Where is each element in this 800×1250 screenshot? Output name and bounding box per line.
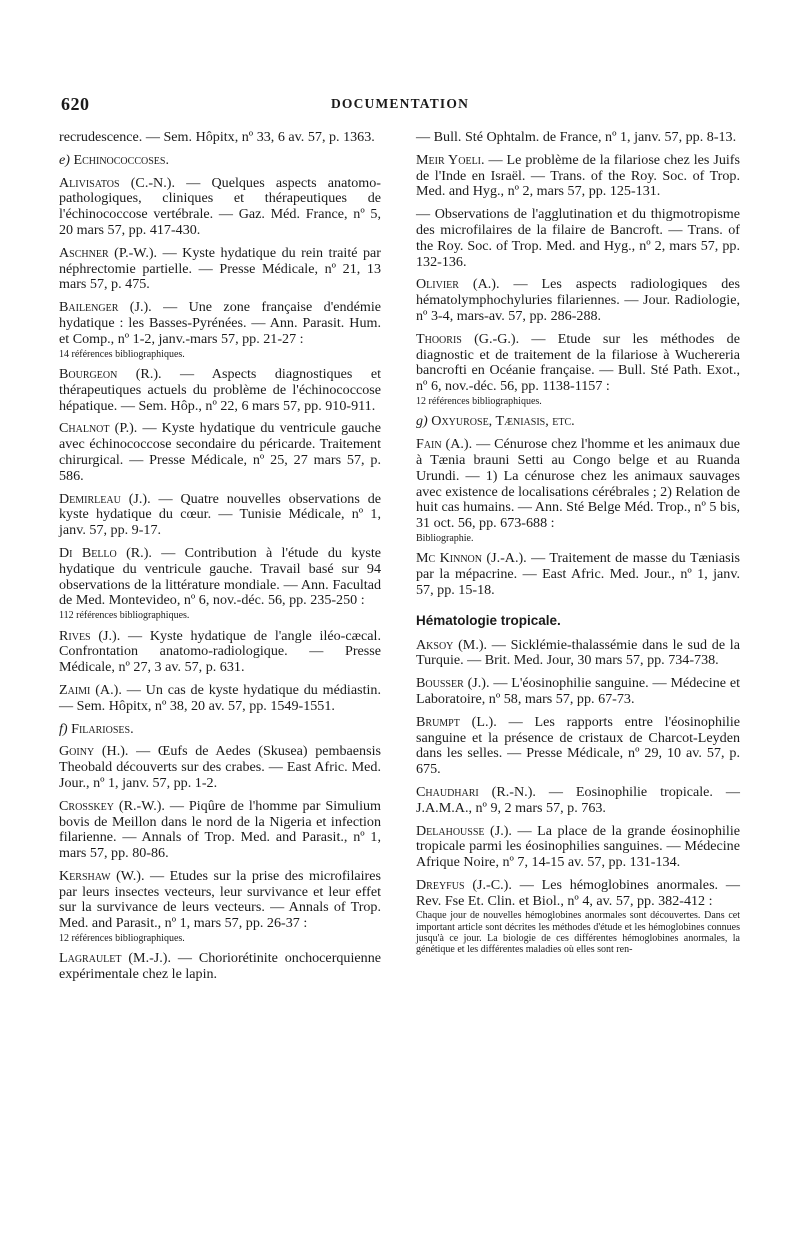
entry-text: — Contribution à l'étude du kyste hydatique du ventricule gauche. Travail basé sur 94 observations de la littérature mondiale. — Ann. Facultad de Med. Montevideo, nº 6, nov.-déc. 56, pp. 235-250 :: [59, 544, 381, 609]
entry-author: Bourgeon (R.).: [59, 365, 162, 382]
entry-author: Chaudhari (R.-N.).: [416, 783, 536, 800]
entry-text: — Le problème de la filariose chez les Juifs de l'Inde en Israël. — Trans. of the Roy. Soc. of Trop. Med. and Hyg., nº 2, mars 57, pp. 125-131.: [416, 151, 740, 200]
entry-author: Alivisatos (C.-N.).: [59, 174, 175, 191]
entry-text: — Observations de l'agglutination et du thigmotropisme des microfilaires de la filaire de Bancroft. — Trans. of the Roy. Soc. of Trop. Med. and Hyg., nº 2, mars 57, pp. 132-136.: [416, 206, 740, 270]
entry-text: — Quelques aspects anatomo-pathologiques, cliniques et thérapeutiques de l'échinococcose vertébrale. — Gaz. Méd. France, nº 5, 20 mars 57, pp. 417-430.: [59, 174, 382, 238]
bibliography-entry: [59, 546, 381, 622]
section-heading: [416, 414, 740, 430]
bibliography-entry: [416, 715, 740, 778]
entry-text: recrudescence. — Sem. Hôpitx, nº 33, 6 av. 57, p. 1363.: [59, 129, 375, 145]
entry-text: — Traitement de masse du Tæniasis par la mépacrine. — East Afric. Med. Jour., nº 1, janv. 57, pp. 15-18.: [416, 550, 740, 598]
bibliography-entry: [416, 130, 740, 146]
bibliography-entry: [59, 246, 381, 293]
entry-text: — Kyste hydatique du ventricule gauche avec échinococcose secondaire du péricarde. Traitement chirurgical. — Presse Médicale, nº 25, 27 mars 57, p. 586.: [59, 420, 381, 484]
bibliography-entry: [59, 130, 381, 146]
entry-text: — Les hémoglobines anormales. — Rev. Fse Et. Clin. et Biol., nº 4, av. 57, pp. 382-412 :: [416, 876, 740, 909]
entry-author: Chalnot (P.).: [59, 420, 138, 437]
entry-author: Dreyfus (J.-C.).: [416, 876, 512, 893]
entry-author: Brumpt (L.).: [416, 713, 497, 730]
bibliography-entry: [416, 551, 740, 598]
section-name: Filarioses.: [71, 720, 134, 737]
bibliography-entry: [59, 176, 381, 239]
section-name: Echinococcoses.: [73, 151, 169, 168]
entry-author: Fain (A.).: [416, 436, 473, 453]
right-column: [416, 130, 740, 963]
bibliography-entry: [416, 277, 740, 324]
entry-author: Aksoy (M.).: [416, 636, 488, 653]
bibliography-entry: [59, 744, 381, 791]
section-title: Hématologie tropicale.: [416, 612, 561, 628]
running-title: DOCUMENTATION: [330, 96, 470, 111]
bibliography-entry: [59, 869, 381, 945]
page-number: 620: [61, 94, 90, 114]
bibliography-entry: [416, 676, 740, 708]
entry-text: — Une zone française d'endémie hydatique : les Basses-Pyrénées. — Ann. Parasit. Hum. et Comp., nº 1-2, janv.-mars 57, pp. 21-27 :: [59, 299, 381, 347]
entry-note: Bibliographie.: [416, 532, 474, 544]
entry-text: — La place de la grande éosinophilie tropicale parmi les éosinophilies sanguines. — Médecine Afrique Noire, nº 7, 14-15 av. 57, pp. 131-134.: [416, 822, 740, 871]
section-letter: g): [416, 413, 428, 430]
entry-author: Delahousse (J.).: [416, 822, 512, 839]
entry-author: Kershaw (W.).: [59, 867, 145, 884]
bibliography-entry: [59, 629, 381, 676]
bibliography-entry: [59, 300, 381, 360]
entry-author: Goiny (H.).: [59, 743, 129, 760]
bibliography-entry: [416, 207, 740, 270]
entry-text: — Etudes sur la prise des microfilaires par leurs insectes vecteurs, leur survivance et leur effet sur la survivance de leurs vecteurs. — Annals of Trop. Med. and Parasit., nº 1, mars 57, pp. 26-37 :: [59, 867, 381, 932]
entry-author: Bailenger (J.).: [59, 299, 152, 316]
bibliography-entry: [416, 878, 740, 956]
section-letter: e): [59, 151, 70, 168]
entry-text: — Bull. Sté Ophtalm. de France, nº 1, janv. 57, pp. 8-13.: [416, 129, 737, 145]
entry-author: Aschner (P.-W.).: [59, 244, 158, 261]
entry-author: Mc Kinnon (J.-A.).: [416, 550, 527, 567]
entry-author: Di Bello (R.).: [59, 544, 152, 561]
bibliography-entry: [416, 785, 740, 817]
entry-text: — Les aspects radiologiques des hématolymphochyluries filariennes. — Jour. Radiologie, nº 3-4, mars-av. 57, pp. 286-288.: [416, 276, 740, 324]
entry-author: Rives (J.).: [59, 627, 121, 644]
entry-author: Bousser (J.).: [416, 675, 490, 692]
entry-text: — Kyste hydatique de l'angle iléo-cæcal. Confrontation anatomo-radiologique. — Presse Médicale, nº 27, 3 av. 57, p. 631.: [59, 627, 381, 676]
entry-text: — Un cas de kyste hydatique du médiastin. — Sem. Hôpitx, nº 38, 20 av. 57, pp. 1549-1551.: [59, 681, 381, 714]
entry-note: 14 références bibliographiques.: [59, 348, 185, 360]
entry-text: — Piqûre de l'homme par Simulium bovis de Meillon dans le nord de la Nigeria et infection filarienne. — Annals of Trop. Med. and Parasit., nº 1, mars 57, pp. 80-86.: [59, 797, 381, 862]
bibliography-entry: [59, 421, 381, 484]
entry-text: — Les rapports entre l'éosinophilie sanguine et la présence de cristaux de Charcot-Leyden dans les selles. — Presse Médicale, nº 29, 10 av. 57, p. 675.: [416, 713, 740, 778]
section-letter: f): [59, 720, 68, 737]
entry-note: 112 références bibliographiques.: [59, 610, 190, 622]
entry-note: 12 références bibliographiques.: [59, 933, 185, 945]
entry-text: — Etude sur les méthodes de diagnostic et de traitement de la filariose à Wuchereria bancrofti en Océanie française. — Bull. Sté Path. Exot., nº 6, nov.-déc. 56, pp. 1138-1157 :: [416, 330, 740, 395]
bibliography-entry: [416, 153, 740, 200]
bibliography-entry: [416, 824, 740, 871]
entry-author: Thooris (G.-G.).: [416, 330, 520, 347]
section-name: Oxyurose, Tæniasis, etc.: [431, 413, 575, 430]
section-heading: [59, 722, 381, 738]
bibliography-entry: [416, 437, 740, 544]
entry-abstract: Chaque jour de nouvelles hémoglobines anormales sont découvertes. Dans cet important article sont décrites les méthodes d'étude et les hémoglobines connues jusqu'à ce jour. La biologie de ces différentes hémoglobines anormales, la génétique et les différentes maladies où elles sont ren-: [416, 910, 740, 956]
bibliography-entry: [59, 367, 381, 414]
entry-text: — Sicklémie-thalassémie dans le sud de la Turquie. — Brit. Med. Jour, 30 mars 57, pp. 734-738.: [416, 636, 740, 669]
bibliography-entry: [416, 332, 740, 408]
entry-note: 12 références bibliographiques.: [416, 395, 542, 407]
entry-text: — Eosinophilie tropicale. — J.A.M.A., nº 9, 2 mars 57, p. 763.: [416, 783, 740, 816]
entry-text: — Œufs de Aedes (Skusea) pembaensis Theobald découverts sur des crabes. — East Afric. Med. Jour., nº 1, janv. 57, pp. 1-2.: [59, 743, 381, 791]
entry-author: Crosskey (R.-W.).: [59, 797, 165, 814]
entry-text: — Kyste hydatique du rein traité par néphrectomie partielle. — Presse Médicale, nº 21, 13 mars 57, p. 475.: [59, 244, 381, 293]
entry-text: — Choriorétinite onchocerquienne expérimentale chez le lapin.: [59, 950, 381, 983]
entry-text: — L'éosinophilie sanguine. — Médecine et Laboratoire, nº 58, mars 57, pp. 67-73.: [416, 675, 740, 707]
bibliography-entry: [59, 799, 381, 862]
entry-text: — Cénurose chez l'homme et les animaux due à Tænia brauni Setti au Congo belge et au Ruanda Urundi. — 1) La cénurose chez les animaux sauvages avec existence de localisations cérébrales ; 2) Relation de huit cas humains. — Ann. Sté Belge Méd. Trop., nº 5 bis, 31 oct. 56, pp. 673-688 :: [416, 436, 741, 532]
entry-author: Zaimi (A.).: [59, 681, 122, 698]
bibliography-entry: [59, 683, 381, 715]
entry-author: Lagraulet (M.-J.).: [59, 950, 172, 967]
entry-author: Meir Yoeli.: [416, 151, 485, 168]
left-column: [59, 130, 381, 990]
bibliography-entry: [416, 638, 740, 670]
entry-author: Demirleau (J.).: [59, 490, 151, 507]
bibliography-entry: [59, 492, 381, 539]
section-heading: [59, 153, 381, 169]
entry-text: — Aspects diagnostiques et thérapeutiques actuels du problème de l'échinococcose hépatique. — Sem. Hôp., nº 22, 6 mars 57, pp. 910-911.: [59, 365, 381, 414]
bibliography-entry: [59, 951, 381, 983]
entry-author: Olivier (A.).: [416, 276, 500, 293]
entry-text: — Quatre nouvelles observations de kyste hydatique du cœur. — Tunisie Médicale, nº 1, janv. 57, pp. 9-17.: [59, 490, 382, 539]
